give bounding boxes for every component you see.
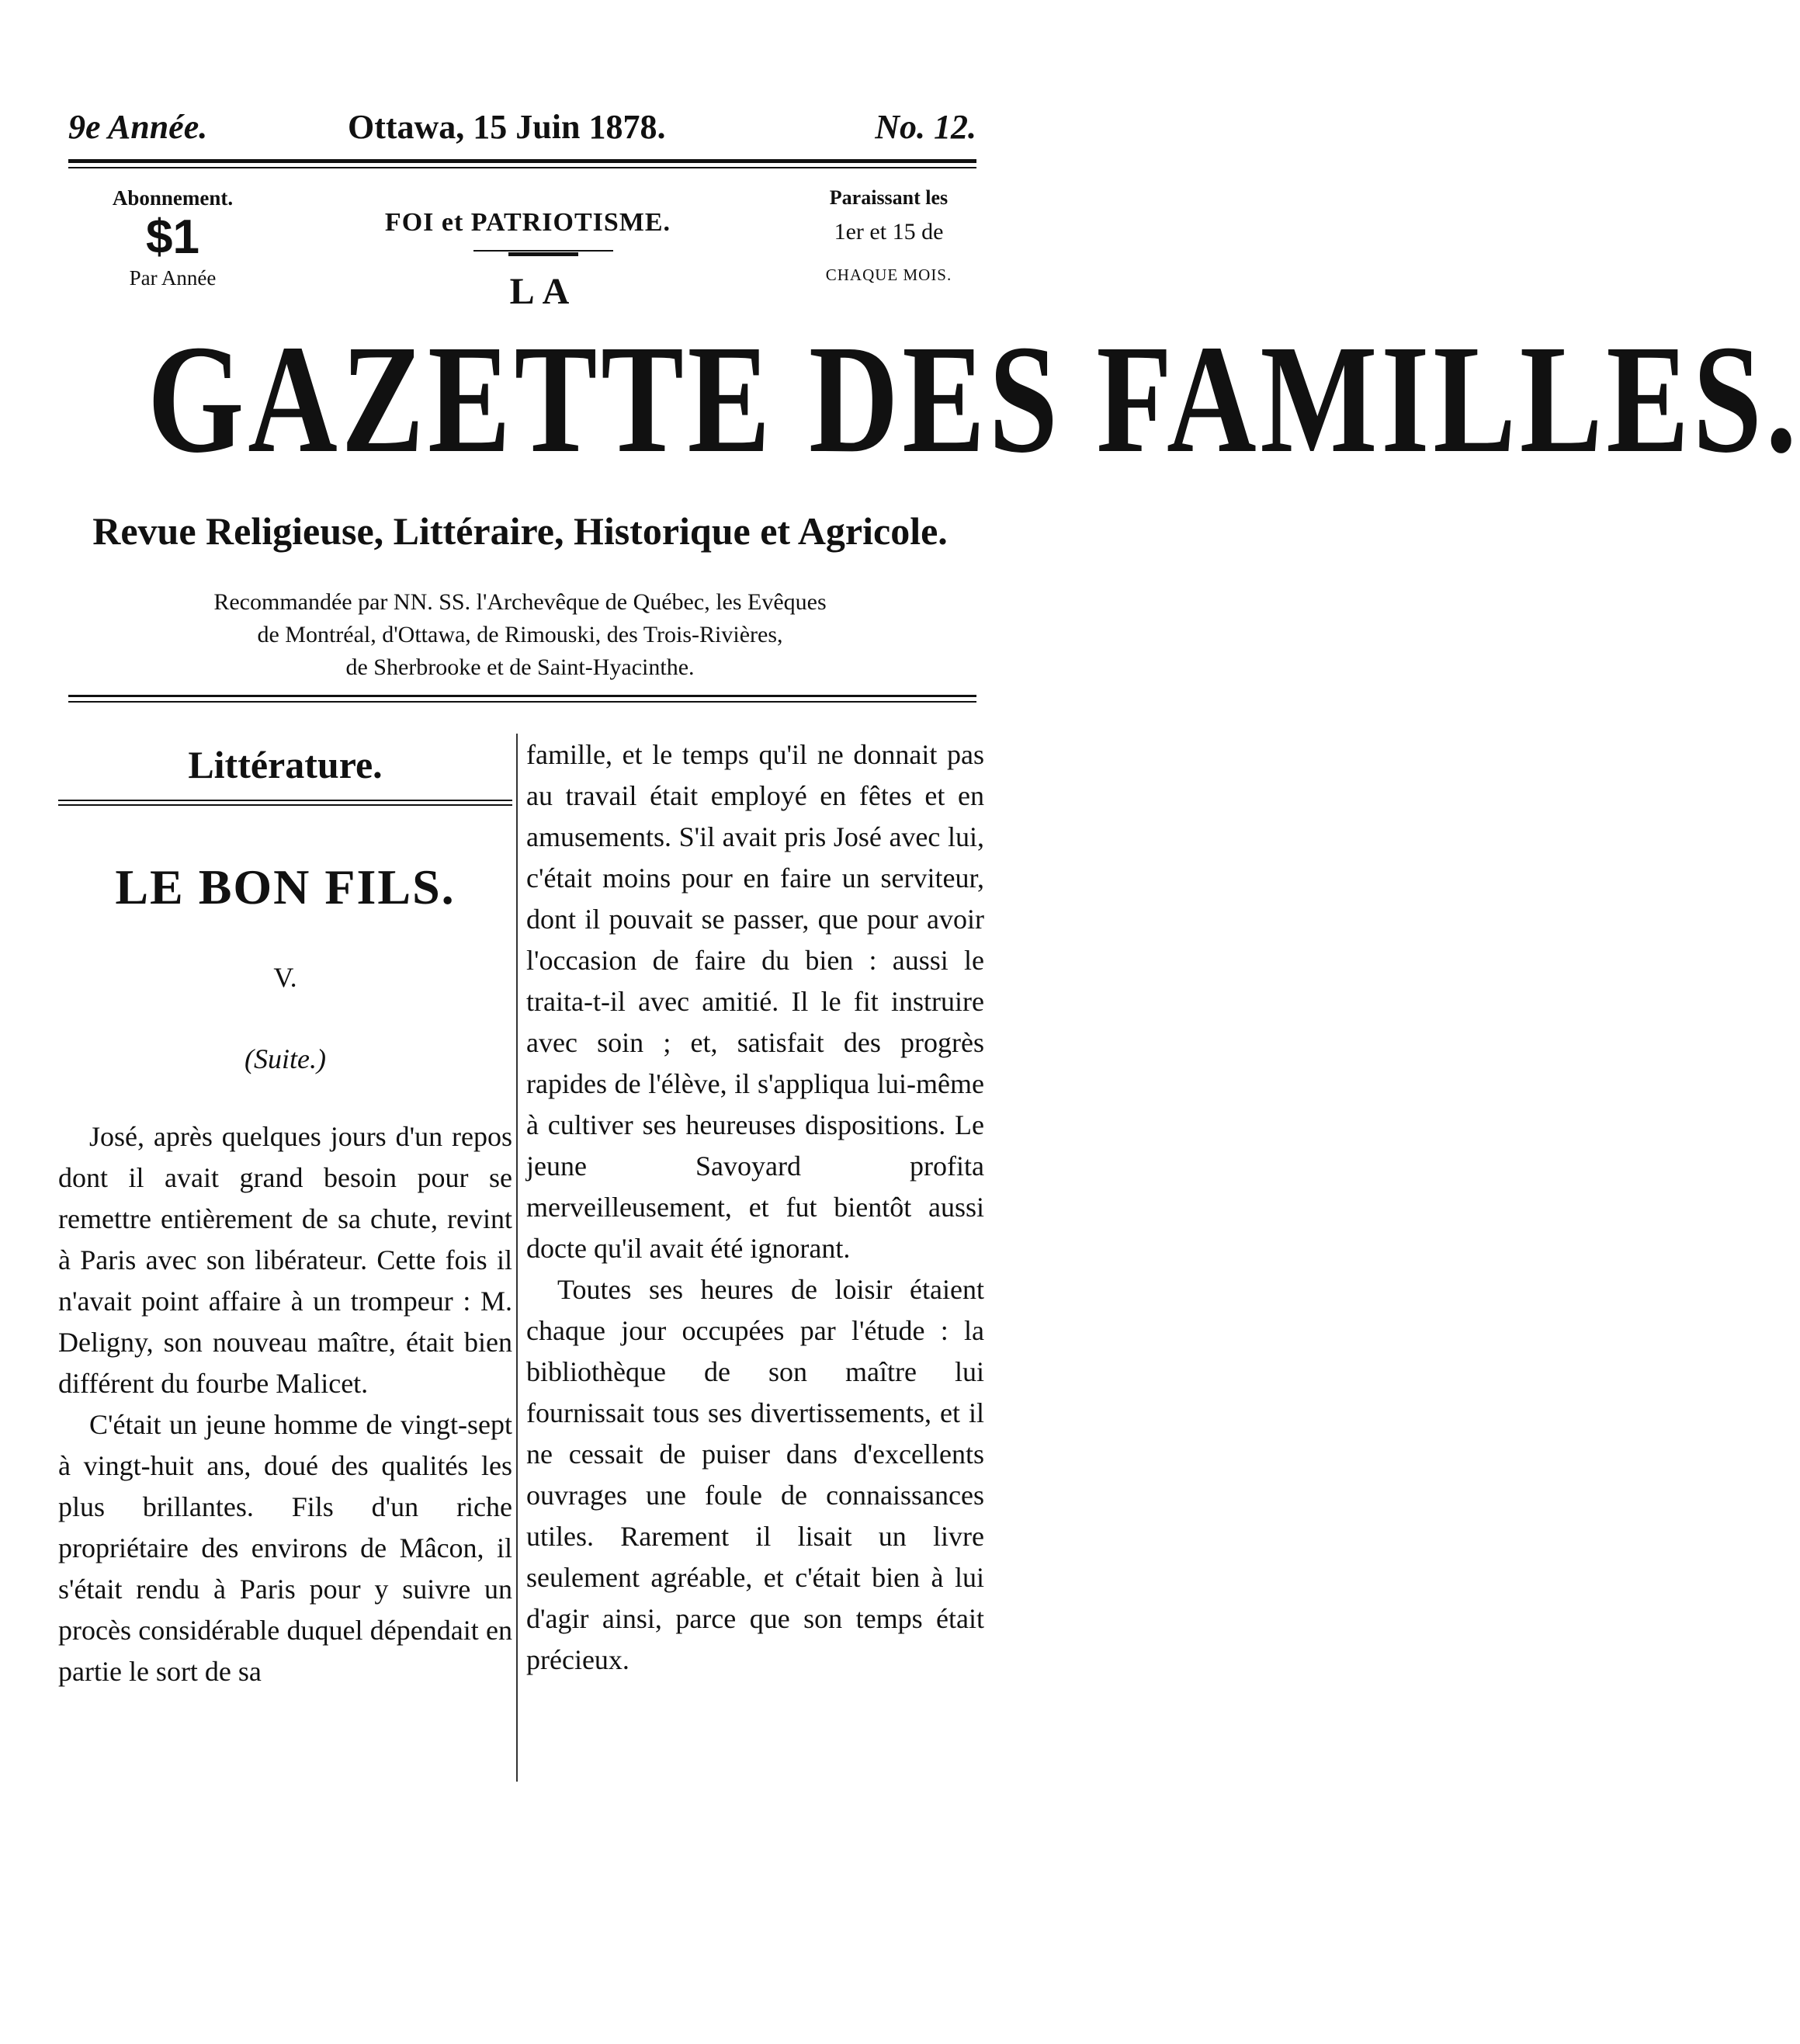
masthead-rule	[68, 695, 976, 703]
continued-label: (Suite.)	[245, 1043, 326, 1074]
section-heading: Littérature.	[188, 743, 383, 786]
dateline	[68, 107, 976, 154]
section-rule	[58, 800, 512, 806]
frequency-line-3: CHAQUE MOIS.	[825, 265, 952, 284]
story-title: LE BON FILS.	[115, 859, 456, 914]
frequency-block	[799, 186, 978, 285]
subscription-period: Par Année	[129, 266, 217, 290]
header-rule	[68, 159, 976, 168]
newspaper-title: GAZETTE DES FAMILLES.	[147, 314, 1800, 485]
title-article: LA	[509, 271, 577, 312]
paragraph: Toutes ses heures de loisir étaient chaque jour occupées par l'étude : la bibliothèque de son maître lui fournissait tous ses divertissements, et il ne cessait de puiser dans d'excellents ouvrages une foule de connaissances utiles. Rarement il lisait un livre seulement agréable, et c'était bien à lui d'agir ainsi, parce que son temps était précieux.	[526, 1274, 984, 1675]
chapter-number: V.	[273, 962, 297, 993]
left-column	[58, 737, 512, 1692]
recommendation-line-1: Recommandée par NN. SS. l'Archevêque de Québec, les Evêques	[213, 589, 827, 615]
subscription-block	[78, 186, 268, 290]
newspaper-subtitle: Revue Religieuse, Littéraire, Historique et Agricole.	[92, 509, 948, 553]
paragraph: famille, et le temps qu'il ne donnait pas au travail était employé en fêtes et en amusements. S'il avait pris José avec lui, c'était moins pour en faire un serviteur, dont il pouvait se passer, que pour avoir l'occasion de faire du bien : aussi le traita-t-il avec amitié. Il le fit instruire avec soin ; et, satisfait des progrès rapides de l'élève, il s'appliqua lui-même à cultiver ses heureuses dispositions. Le jeune Savoyard profita merveilleusement, et fut bientôt aussi docte qu'il avait été ignorant.	[526, 739, 984, 1264]
motto: FOI et PATRIOTISME.	[384, 208, 671, 237]
paragraph: José, après quelques jours d'un repos dont il avait grand besoin pour se remettre entièrement de sa chute, revint à Paris avec son libérateur. Cette fois il n'avait point affaire à un trompeur : M. Deligny, son nouveau maître, était bien différent du fourbe Malicet.	[58, 1121, 512, 1399]
column-divider	[516, 734, 518, 1782]
frequency-line-2: 1er et 15 de	[834, 219, 944, 245]
issue-date: Ottawa, 15 Juin 1878.	[348, 108, 666, 146]
recommendation-line-3: de Sherbrooke et de Saint-Hyacinthe.	[345, 654, 695, 680]
subscription-price: $1	[146, 210, 199, 264]
right-column	[526, 734, 984, 1681]
recommendation	[93, 586, 947, 684]
subscription-label: Abonnement.	[112, 186, 234, 210]
recommendation-line-2: de Montréal, d'Ottawa, de Rimouski, des Trois-Rivières,	[257, 622, 783, 647]
issue-year: 9e Année.	[68, 108, 208, 146]
motto-divider	[473, 250, 613, 257]
issue-number: No. 12.	[875, 108, 976, 146]
paragraph: C'était un jeune homme de vingt-sept à vingt-huit ans, doué des qualités les plus brillantes. Fils d'un riche propriétaire des environs de Mâcon, il s'était rendu à Paris pour y suivre un procès considérable duquel dépendait en partie le sort de sa	[58, 1409, 512, 1687]
frequency-line-1: Paraissant les	[829, 186, 949, 209]
